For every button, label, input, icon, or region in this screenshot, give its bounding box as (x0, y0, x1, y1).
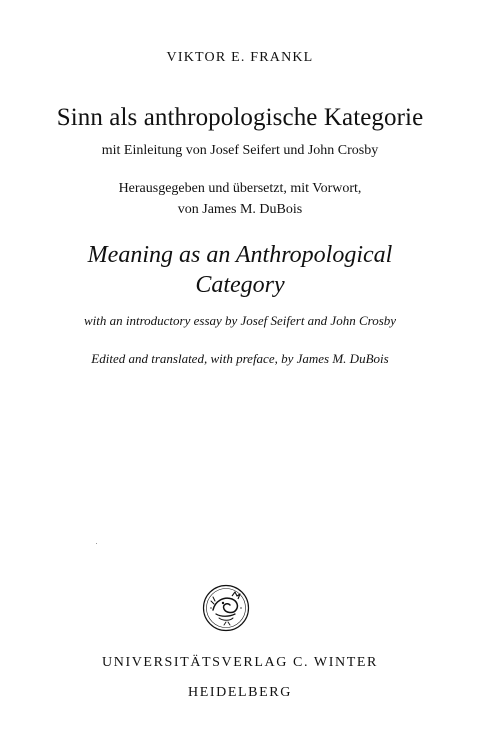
english-introduction-credit: with an introductory essay by Josef Seifert and John Crosby (83, 313, 397, 328)
german-introduction-credit: mit Einleitung von Josef Seifert und John Crosby (101, 143, 379, 158)
publisher-name: UNIVERSITÄTSVERLAG C. WINTER (102, 655, 378, 670)
publisher-seal-icon (202, 584, 250, 632)
paper-speck (96, 543, 97, 544)
english-title-line1: Meaning as an Anthropological (87, 242, 393, 268)
german-editor-credit-line2: von James M. DuBois (177, 202, 303, 217)
publisher-city: HEIDELBERG (188, 685, 292, 700)
german-editor-credit-line1: Herausgegeben und übersetzt, mit Vorwort, (118, 181, 362, 196)
english-title-line2: Category (195, 272, 285, 298)
german-title: Sinn als anthropologische Kategorie (56, 104, 424, 131)
author-name: VIKTOR E. FRANKL (166, 50, 314, 65)
english-editor-credit: Edited and translated, with preface, by James M. DuBois (91, 351, 389, 366)
